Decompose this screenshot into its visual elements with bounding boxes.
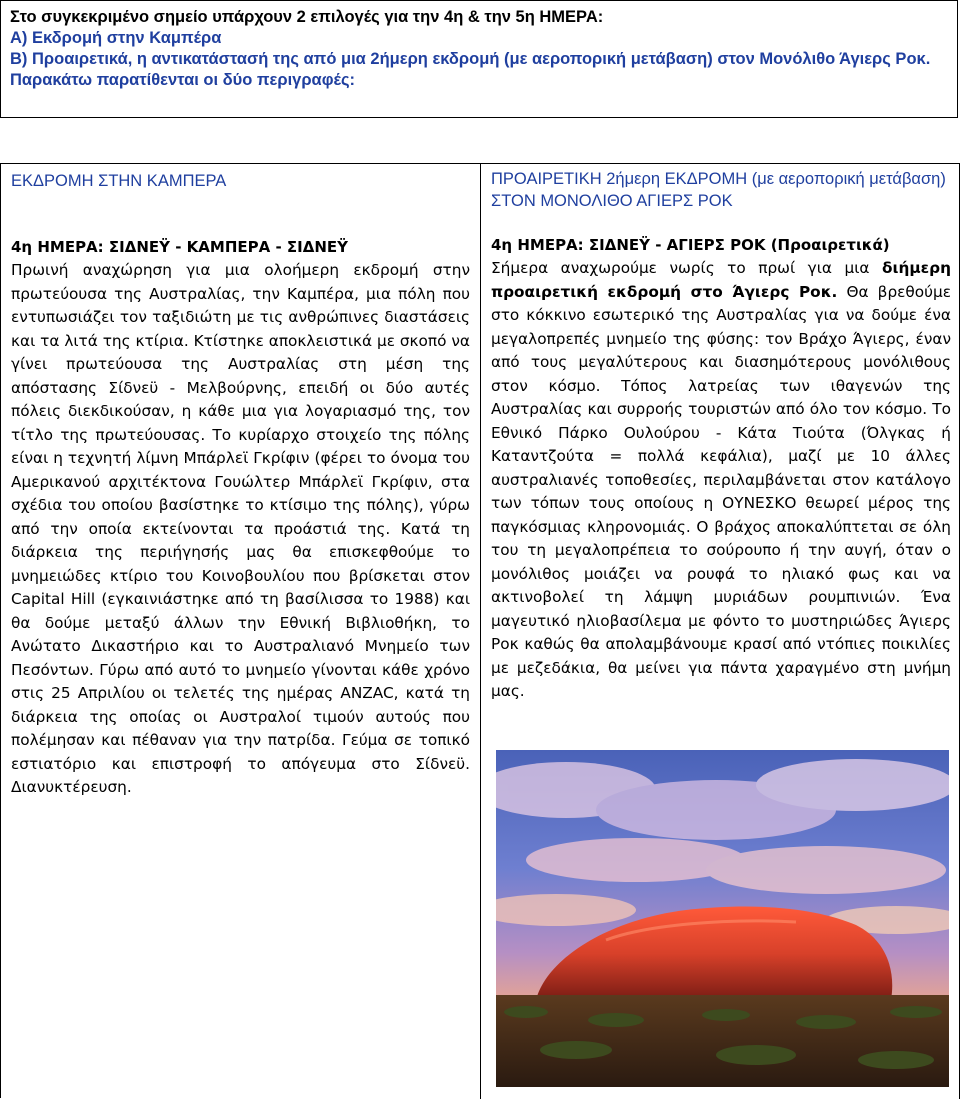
intro-line: Στο συγκεκριμένο σημείο υπάρχουν 2 επιλογές για την 4η & την 5η ΗΜΕΡΑ: [10,8,604,26]
option-b: Β) Προαιρετικά, η αντικατάστασή της από μια 2ήμερη εκδρομή (με αεροπορική μετάβαση) στον Μονόλιθο Άγιερς Ροκ. [10,50,931,68]
intro-box [0,0,958,118]
ayers-rock-title: ΠΡΟΑΙΡΕΤΙΚΗ 2ήμερη ΕΚΔΡΟΜΗ (με αεροπορική μετάβαση) ΣΤΟΝ ΜΟΝΟΛΙΘΟ ΑΓΙΕΡΣ ΡΟΚ [491,170,946,210]
ayers-rock-desc-rest: Θα βρεθούμε στο κόκκινο εσωτερικό της Αυστραλίας για να δούμε ένα μεγαλοπρεπές μνημείο της φύσης: τον Βράχο Άγιερς, έναν από τους μεγαλύτερους και διασημότερους μονόλιθους στον κόσμο. Τόπος λατρείας των ιθαγενών της Αυστραλίας και συρροής τουριστών από όλο τον κόσμο. Το Εθνικό Πάρκο Ουλούρου - Κάτα Τιούτα (Όλγκας ή Καταντζούτα = πολλά κεφάλια), μαζί με 10 άλλες αυστραλιανές τοποθεσίες, περιλαμβάνεται στον κατάλογο των τόπων τους οποίους η ΟΥΝΕΣΚΟ θεωρεί μέρος της παγκόσμιας κληρονομιάς. Ο βράχος αποκαλύπτεται σε όλη του τη μεγαλοπρέπεια το σούρουπο ή την αυγή, όταν ο μονόλιθος μοιάζει να ρουφά το ηλιακό φως και να ακτινοβολεί τη λάμψη μυριάδων ρουμπινιών. Ένα μαγευτικό ηλιοβασίλεμα με φόντο το μυστηριώδες Άγιερς Ροκ καθώς θα απολαμβάνουμε κρασί από ντόπιες ποικιλίες με μεζεδάκια, θα μείνει για πάντα χαραγμένο στη μνήμη μας. [491,282,951,700]
ayers-rock-desc-bold: διήμερη προαιρετική εκδρομή στο Άγιερς Ροκ. [491,259,951,301]
canberra-description: Πρωινή αναχώρηση για μια ολοήμερη εκδρομή στην πρωτεύουσα της Αυστραλίας, την Καμπέρα, μια πόλη που εντυπωσιάζει τον ταξιδιώτη με τις ανθρώπινες διαστάσεις και τα λιτά της κτίρια. Κτίστηκε αποκλειστικά με σκοπό να γίνει πρωτεύουσα της Αυστραλίας στη μέση της απόστασης Σίδνεϋ - Μελβούρνης, επειδή οι δύο αυτές πόλεις διεκδικούσαν, η κάθε μια για λογαριασμό της, τον τίτλο της πρωτεύουσας. Το κυρίαρχο στοιχείο της πόλης είναι η τεχνητή λίμνη Μπάρλεϊ Γκρίφιν (φέρει το όνομα του Αμερικανού αρχιτέκτονα Γουώλτερ Μπάρλεϊ Γκρίφιν, στα σχέδια του οποίου βασίστηκε το κτίσιμο της πόλης), γύρω από την οποία εκτείνονται τα προάστιά της. Κατά τη διάρκεια της περιήγησής μας θα επισκεφθούμε το μνημειώδες κτίριο του Κοινοβουλίου που βρίσκεται στον Capital Hill (εγκαινιάστηκε από τη βασίλισσα το 1988) και θα δούμε μεταξύ άλλων την Εθνική Βιβλιοθήκη, το Ανώτατο Δικαστήριο και το Αυστραλιανό Μνημείο των Πεσόντων. Γύρω από αυτό το μνημείο γίνονται κάθε χρόνο στις 25 Απριλίου οι τελετές της ημέρας ANZAC, κατά τη διάρκεια της οποίας οι Αυστραλοί τιμούν αυτούς που πολέμησαν και πέθαναν για την πατρίδα. Γεύμα σε τοπικό εστιατόριο και επιστροφή το απόγευμα στο Σίδνεϋ. Διανυκτέρευση. [11,261,470,796]
canberra-title: ΕΚΔΡΟΜΗ ΣΤΗΝ ΚΑΜΠΕΡΑ [11,172,227,190]
ayers-rock-desc-start: Σήμερα αναχωρούμε νωρίς το πρωί για μια [491,259,883,277]
ayers-rock-day-title: 4η ΗΜΕΡΑ: ΣΙΔΝΕΫ - ΑΓΙΕΡΣ ΡΟΚ (Προαιρετικά) [491,236,890,254]
option-a: Α) Εκδρομή στην Καμπέρα [10,29,222,47]
intro-descriptions-line: Παρακάτω παρατίθενται οι δύο περιγραφές: [10,71,356,89]
ayers-rock-photo [496,750,949,1087]
canberra-column [1,164,481,1099]
canberra-day-title: 4η ΗΜΕΡΑ: ΣΙΔΝΕΫ - ΚΑΜΠΕΡΑ - ΣΙΔΝΕΫ [11,238,348,256]
ayers-rock-description [491,257,951,704]
